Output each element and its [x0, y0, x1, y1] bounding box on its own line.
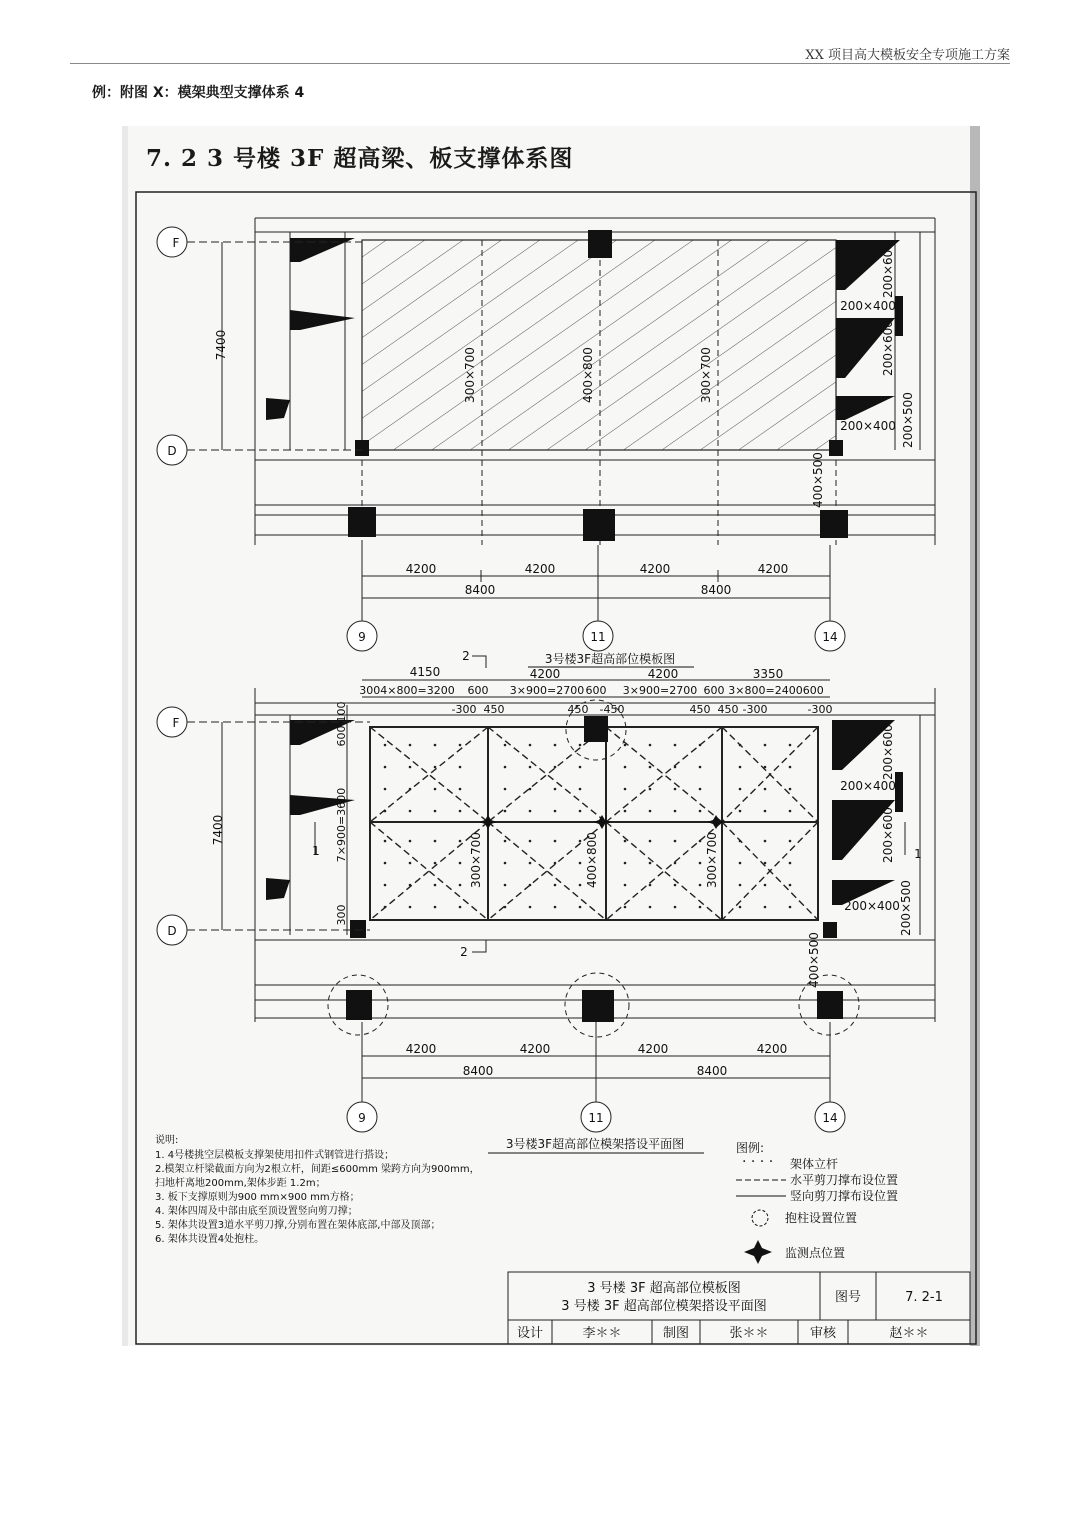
note-item: 2.模架立杆梁截面方向为2根立杆，间距≤600mm 梁跨方向为900mm， — [155, 1164, 480, 1175]
beam-label: 200×500 — [899, 880, 913, 936]
beam-label: 200×600 — [881, 724, 895, 780]
column — [820, 510, 848, 538]
column — [588, 230, 612, 258]
column — [829, 440, 843, 456]
dim-bay: 4200 — [524, 562, 556, 576]
column — [348, 507, 376, 537]
column — [346, 990, 372, 1020]
beam-label: 200×600 — [881, 807, 895, 863]
titleblock-design: 李＊＊ — [582, 1326, 622, 1341]
titleblock-drawing-no: 7. 2-1 — [905, 1290, 943, 1305]
axis-D-label: D — [167, 924, 177, 938]
dim-bay: 4200 — [756, 1042, 788, 1056]
legend-item: 架体立杆 — [790, 1157, 839, 1171]
dim-span: 8400 — [462, 1064, 494, 1078]
dim-span: 8400 — [700, 583, 732, 597]
note-item: 扫地杆离地200mm,架体步距 1.2m； — [155, 1178, 326, 1189]
plan-1-title: 3号楼3F超高部位模板图 — [544, 652, 676, 666]
beam-label: 300×700 — [699, 347, 713, 403]
section-title: 7. 2 3 号楼 3F 超高梁、板支撑体系图 — [146, 145, 574, 172]
axis-11-label: 11 — [590, 630, 606, 644]
legend-item: 抱柱设置位置 — [785, 1211, 858, 1225]
dim-span: 8400 — [696, 1064, 728, 1078]
notes-heading: 说明: — [155, 1135, 179, 1146]
axis-14-label: 14 — [822, 630, 838, 644]
section-mark: 1 — [914, 847, 922, 861]
note-item: 6. 架体共设置4处抱柱。 — [155, 1234, 265, 1245]
note-item: 4. 架体四周及中部由底至顶设置竖向剪刀撑； — [155, 1206, 358, 1217]
beam-label: 300×700 — [463, 347, 477, 403]
titleblock-draft-label: 制图 — [662, 1326, 690, 1341]
titleblock-name-2: 3 号楼 3F 超高部位模架搭设平面图 — [561, 1299, 767, 1314]
axis-D-label: D — [167, 444, 177, 458]
top-dim: 3×900=2700 — [509, 684, 585, 697]
beam-label: 200×600 — [881, 320, 895, 376]
shoring-frame — [370, 727, 818, 920]
top-dim: 3×900=2700 — [622, 684, 698, 697]
top-dim: 450 — [689, 703, 711, 716]
top-dim: 3350 — [752, 667, 784, 681]
legend-symbol-circle — [752, 1210, 768, 1226]
top-dim: 600 — [467, 684, 489, 697]
column — [583, 509, 615, 541]
section-mark: 1 — [312, 844, 320, 858]
axis-F-label: F — [172, 716, 180, 730]
beam-label: 200×400 — [840, 419, 896, 433]
note-item: 3. 板下支撑原则为900 mm×900 mm方格； — [155, 1192, 360, 1203]
legend-heading: 图例: — [736, 1141, 765, 1155]
dim-7400: 7400 — [211, 814, 225, 846]
beam-label: 400×800 — [585, 832, 599, 888]
column — [817, 991, 843, 1019]
column — [584, 716, 608, 742]
horizontal-scissor-braces — [370, 727, 818, 920]
axis-9-label: 9 — [358, 630, 366, 644]
dim-bay: 4200 — [519, 1042, 551, 1056]
column — [355, 440, 369, 456]
top-dim: 3×800=2400600 — [728, 684, 824, 697]
section-mark: 2 — [462, 649, 470, 663]
axis-11-label: 11 — [588, 1111, 604, 1125]
beam-label: 200×400 — [844, 899, 900, 913]
beam-label: 400×500 — [807, 932, 821, 988]
beam-label: 300×700 — [705, 832, 719, 888]
top-dim: 4150 — [409, 665, 441, 679]
dim-span: 8400 — [464, 583, 496, 597]
left-dim: 300 — [335, 904, 348, 926]
dim-bay: 4200 — [405, 1042, 437, 1056]
dim-bay: 4200 — [757, 562, 789, 576]
plan-2-dimension-lines — [222, 656, 905, 1078]
column — [823, 922, 837, 938]
titleblock-review-label: 审核 — [809, 1326, 837, 1341]
titleblock-name-1: 3 号楼 3F 超高部位模板图 — [587, 1281, 741, 1296]
top-dim: 600 — [703, 684, 725, 697]
beam-label: 200×400 — [840, 779, 896, 793]
axis-F-label: F — [172, 236, 180, 250]
notes-block — [155, 1133, 480, 1245]
dim-7400: 7400 — [214, 329, 228, 361]
legend-item: 监测点位置 — [785, 1246, 846, 1260]
beam-label: 400×500 — [811, 452, 825, 508]
dim-bay: 4200 — [639, 562, 671, 576]
beam-label: 200×500 — [901, 392, 915, 448]
beam-label: 200×400 — [840, 299, 896, 313]
legend-item: 水平剪刀撑布设位置 — [790, 1173, 899, 1187]
axis-9-label: 9 — [358, 1111, 366, 1125]
beam-label: 400×800 — [581, 347, 595, 403]
beam-label: 200×600 — [881, 242, 895, 298]
titleblock-review: 赵＊＊ — [889, 1326, 929, 1341]
top-dim: 4200 — [647, 667, 679, 681]
top-dim: -450 — [599, 703, 625, 716]
column — [350, 920, 366, 938]
document-header: XX 项目高大模板安全专项施工方案 — [805, 48, 1010, 63]
legend-symbol-star — [744, 1240, 772, 1264]
top-dim: -300 — [742, 703, 768, 716]
titleblock-draft: 张＊＊ — [729, 1326, 769, 1341]
top-dim: 450 — [483, 703, 505, 716]
titleblock-design-label: 设计 — [516, 1326, 544, 1341]
left-dim: 7×900=3600 — [335, 787, 348, 863]
plan-2-title: 3号楼3F超高部位模架搭设平面图 — [505, 1137, 685, 1151]
top-dim: -300 — [807, 703, 833, 716]
slab-hatched-area — [362, 240, 836, 450]
dim-bay: 4200 — [637, 1042, 669, 1056]
column — [582, 990, 614, 1022]
note-item: 1. 4号楼挑空层模板支撑架使用扣件式钢管进行搭设； — [155, 1150, 395, 1161]
top-dim: 3004×800=3200 — [359, 684, 455, 697]
figure-caption: 例：附图 X：模架典型支撑体系 4 — [92, 85, 305, 101]
note-item: 5. 架体共设置3道水平剪刀撑,分别布置在架体底部,中部及顶部； — [155, 1220, 441, 1231]
left-dim: 600 — [335, 725, 348, 747]
legend-symbol-dots: · · · · — [742, 1154, 774, 1170]
left-dim: 100 — [335, 701, 348, 723]
plan-1-formwork — [255, 218, 935, 545]
top-dim: -300 — [451, 703, 477, 716]
axis-14-label: 14 — [822, 1111, 838, 1125]
top-dim: 450 — [717, 703, 739, 716]
legend-item: 竖向剪刀撑布设位置 — [790, 1189, 899, 1203]
dim-bay: 4200 — [405, 562, 437, 576]
top-dim: 600 — [585, 684, 607, 697]
beam-label: 300×700 — [469, 832, 483, 888]
legend-block — [736, 1140, 898, 1264]
top-dim: 450 — [567, 703, 589, 716]
section-mark: 2 — [460, 945, 468, 959]
titleblock-drawing-no-label: 图号 — [834, 1290, 862, 1305]
top-dim: 4200 — [529, 667, 561, 681]
